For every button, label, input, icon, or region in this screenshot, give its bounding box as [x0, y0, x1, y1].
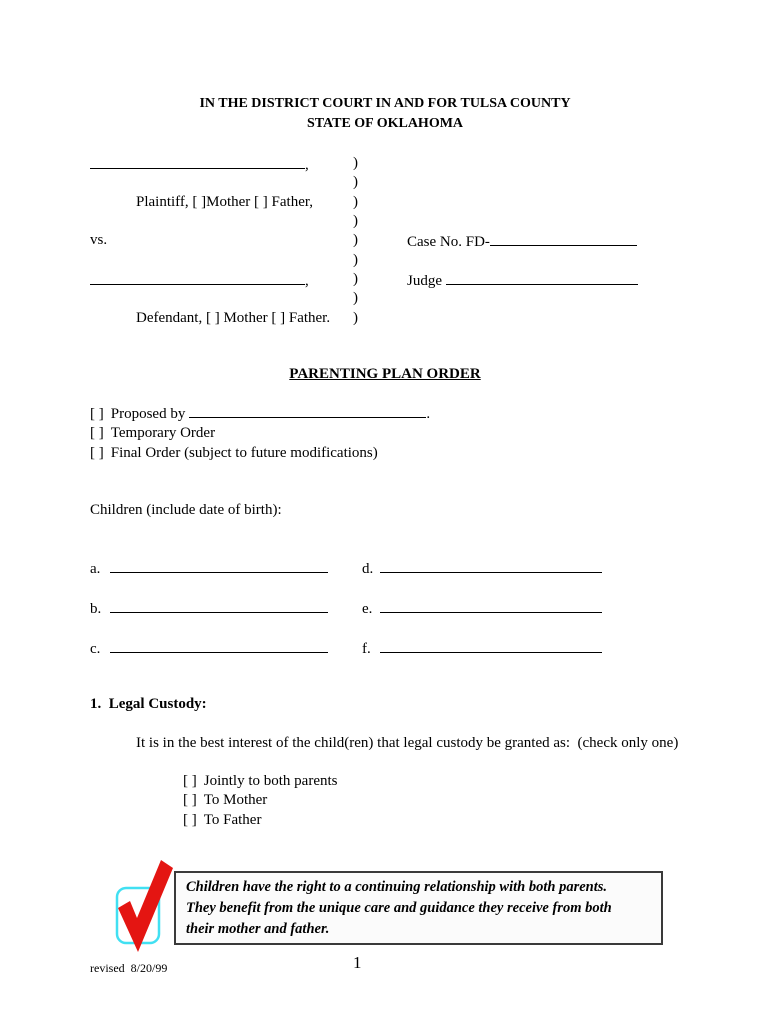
case-number-blank[interactable]	[490, 232, 637, 246]
child-slot-f	[362, 639, 602, 658]
order-type-options	[90, 404, 430, 463]
order-heading: PARENTING PLAN ORDER	[289, 366, 481, 382]
to-mother-checkbox[interactable]: [ ]	[183, 792, 197, 809]
child-slot-d-blank[interactable]	[380, 559, 602, 573]
defendant-name-blank[interactable]	[90, 271, 305, 285]
option-temporary-order	[90, 424, 430, 443]
child-slot-a	[90, 559, 328, 578]
callout-line-2: They benefit from the unique care and guidance they receive from both	[186, 900, 612, 916]
court-title-line2: STATE OF OKLAHOMA	[306, 116, 464, 131]
caption-paren: )	[353, 155, 358, 171]
proposed-by-label: Proposed by	[110, 406, 186, 422]
child-slot-b-label: b.	[90, 601, 102, 617]
child-slot-a-blank[interactable]	[110, 559, 328, 573]
jointly-label: Jointly to both parents	[203, 773, 338, 789]
legal-custody-heading: 1. Legal Custody:	[90, 696, 207, 712]
children-row-2	[90, 599, 670, 621]
caption-paren: )	[353, 252, 358, 268]
court-title	[0, 94, 770, 134]
case-number-label: Case No. FD-	[407, 234, 490, 250]
to-father-checkbox[interactable]: [ ]	[183, 811, 197, 828]
caption-paren: )	[353, 290, 358, 306]
child-slot-a-label: a.	[90, 561, 101, 577]
child-slot-e-label: e.	[362, 601, 373, 617]
checkmark-svg	[104, 856, 174, 958]
children-heading: Children (include date of birth):	[90, 502, 282, 518]
callout-line-1: Children have the right to a continuing relationship with both parents.	[186, 879, 608, 895]
judge-line	[407, 271, 638, 290]
caption-row-paren	[90, 252, 665, 272]
option-proposed-by	[90, 404, 430, 424]
to-mother-label: To Mother	[203, 792, 268, 809]
plaintiff-name-line	[90, 155, 309, 174]
caption-row-plaintiff-name	[90, 155, 665, 175]
jointly-checkbox[interactable]: [ ]	[183, 773, 197, 789]
vs-label: vs.	[90, 232, 108, 248]
child-slot-e	[362, 599, 602, 618]
revision-note: revised 8/20/99	[90, 961, 168, 975]
caption-row-defendant-label	[90, 310, 665, 330]
child-slot-c-blank[interactable]	[110, 639, 328, 653]
callout-line-3: their mother and father.	[186, 921, 330, 937]
legal-custody-intro: It is in the best interest of the child(ren) that legal custody be granted as: (check only one)	[136, 735, 679, 751]
defendant-name-line	[90, 271, 309, 290]
final-order-checkbox[interactable]: [ ]	[90, 444, 104, 461]
option-final-order	[90, 444, 430, 463]
child-slot-d	[362, 559, 602, 578]
caption-paren: )	[353, 174, 358, 190]
caption-row-vs-caseno	[90, 232, 665, 252]
child-slot-c-label: c.	[90, 641, 101, 657]
caption-row-defendant-name	[90, 271, 665, 291]
caption-row-plaintiff-label	[90, 194, 665, 214]
case-number-line	[407, 232, 637, 251]
proposed-by-suffix: .	[426, 406, 431, 422]
child-slot-b-blank[interactable]	[110, 599, 328, 613]
caption-paren: )	[353, 232, 358, 248]
final-order-label: Final Order (subject to future modifications)	[110, 444, 378, 461]
red-checkmark-icon	[104, 856, 174, 958]
judge-label: Judge	[407, 273, 442, 289]
caption-paren: )	[353, 194, 358, 210]
caption-paren: )	[353, 213, 358, 229]
court-title-line1: IN THE DISTRICT COURT IN AND FOR TULSA COUNTY	[199, 96, 571, 111]
temporary-order-label: Temporary Order	[110, 425, 216, 442]
legal-custody-options	[183, 772, 338, 830]
caption-paren: )	[353, 271, 358, 287]
caption-row-paren	[90, 174, 665, 194]
caption-row-paren	[90, 213, 665, 233]
child-slot-b	[90, 599, 328, 618]
judge-blank[interactable]	[446, 271, 638, 285]
page-number: 1	[353, 953, 362, 972]
children-row-1	[90, 559, 670, 581]
defendant-label: Defendant, [ ] Mother [ ] Father.	[136, 310, 331, 326]
proposed-by-blank[interactable]	[189, 404, 426, 418]
caption-paren: )	[353, 310, 358, 326]
proposed-by-checkbox[interactable]: [ ]	[90, 406, 104, 422]
option-to-mother	[183, 791, 338, 810]
to-father-label: To Father	[203, 811, 262, 828]
child-slot-d-label: d.	[362, 561, 374, 577]
parents-rights-callout	[174, 871, 663, 945]
child-slot-e-blank[interactable]	[380, 599, 602, 613]
child-slot-f-blank[interactable]	[380, 639, 602, 653]
plaintiff-name-comma: ,	[305, 157, 309, 173]
option-jointly	[183, 772, 338, 791]
option-to-father	[183, 811, 338, 830]
temporary-order-checkbox[interactable]: [ ]	[90, 425, 104, 442]
plaintiff-name-blank[interactable]	[90, 155, 305, 169]
child-slot-c	[90, 639, 328, 658]
defendant-name-comma: ,	[305, 273, 309, 289]
children-row-3	[90, 639, 670, 661]
plaintiff-label: Plaintiff, [ ]Mother [ ] Father,	[136, 194, 313, 210]
child-slot-f-label: f.	[362, 641, 371, 657]
caption-row-paren	[90, 290, 665, 310]
